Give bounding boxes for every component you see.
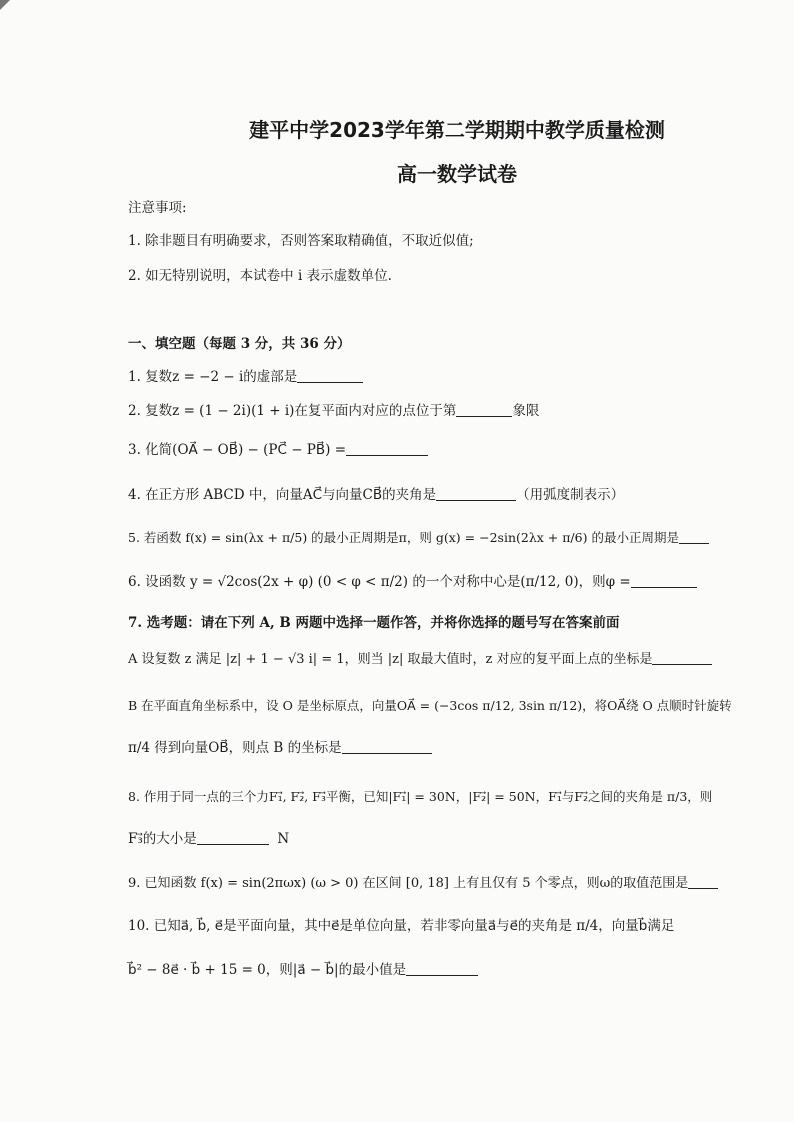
answer-blank bbox=[342, 739, 432, 754]
question-6 bbox=[128, 572, 697, 592]
question-7: 7. 选考题：请在下列 A, B 两题中选择一题作答，并将你选择的题号写在答案前面 bbox=[128, 615, 620, 631]
question-9 bbox=[128, 874, 718, 894]
answer-blank bbox=[456, 402, 512, 417]
note-item-1: 1. 除非题目有明确要求，否则答案取精确值，不取近似值; bbox=[128, 233, 474, 249]
question-4-text: 4. 在正方形 ABCD 中，向量AC⃗与向量CB⃗的夹角是 bbox=[128, 487, 437, 503]
question-8-text: F₃⃗的大小是 bbox=[128, 831, 197, 847]
exam-subtitle: 高一数学试卷 bbox=[397, 162, 517, 186]
question-5-text: 5. 若函数 f(x) = sin(λx + π/5) 的最小正周期是π，则 g(x) = −2sin(2λx + π/6) 的最小正周期是 bbox=[128, 530, 679, 545]
scan-corner-mark bbox=[0, 0, 10, 10]
question-9-text: 9. 已知函数 f(x) = sin(2πωx) (ω > 0) 在区间 [0, 18] 上有且仅有 5 个零点，则ω的取值范围是 bbox=[128, 876, 689, 891]
answer-blank bbox=[197, 830, 269, 845]
question-7b-line1: B 在平面直角坐标系中，设 O 是坐标原点，向量OA⃗ = (−3cos π/12, 3sin π/12)，将OA⃗绕 O 点顺时针旋转 bbox=[128, 698, 732, 713]
answer-blank bbox=[652, 650, 712, 665]
question-8-unit: N bbox=[277, 831, 290, 847]
question-10-text: b⃗² − 8e⃗ · b⃗ + 15 = 0，则|a⃗ − b⃗|的最小值是 bbox=[128, 962, 407, 978]
answer-blank bbox=[436, 486, 516, 501]
question-7a-text: A 设复数 z 满足 |z| + 1 − √3 i| = 1，则当 |z| 取最大值时，z 对应的复平面上点的坐标是 bbox=[128, 652, 653, 667]
section-heading: 一、填空题（每题 3 分，共 36 分） bbox=[128, 336, 351, 352]
question-6-text: 6. 设函数 y = √2cos(2x + φ) (0 < φ < π/2) 的一个对称中心是(π/12, 0)，则φ = bbox=[128, 574, 631, 590]
question-10-line1: 10. 已知a⃗, b⃗, e⃗是平面向量，其中e⃗是单位向量，若非零向量a⃗与e⃗的夹角是 π/4，向量b⃗满足 bbox=[128, 918, 675, 934]
question-7b-line2 bbox=[128, 738, 432, 758]
question-3 bbox=[128, 440, 428, 460]
question-7b-text: π/4 得到向量OB⃗，则点 B 的坐标是 bbox=[128, 740, 342, 756]
question-4 bbox=[128, 485, 624, 505]
notes-heading: 注意事项: bbox=[128, 200, 187, 216]
question-8-line1: 8. 作用于同一点的三个力F₁⃗, F₂⃗, F₃⃗平衡，已知|F₁⃗| = 30N，|F₂⃗| = 50N，F₁⃗与F₂⃗之间的夹角是 π/3，则 bbox=[128, 789, 713, 804]
question-10-line2 bbox=[128, 960, 478, 980]
question-1-text: 1. 复数z = −2 − i的虚部是 bbox=[128, 369, 298, 385]
question-3-text: 3. 化简(OA⃗ − OB⃗) − (PC⃗ − PB⃗) = bbox=[128, 442, 347, 458]
question-4-suffix: （用弧度制表示） bbox=[516, 487, 625, 503]
answer-blank bbox=[346, 441, 428, 456]
answer-blank bbox=[297, 368, 363, 383]
question-2-suffix: 象限 bbox=[512, 403, 540, 419]
question-1 bbox=[128, 367, 363, 387]
answer-blank bbox=[688, 874, 718, 889]
question-7a bbox=[128, 650, 712, 670]
answer-blank bbox=[679, 529, 709, 544]
answer-blank bbox=[406, 961, 478, 976]
exam-title: 建平中学2023学年第二学期期中教学质量检测 bbox=[249, 118, 665, 142]
question-5 bbox=[128, 528, 709, 548]
note-item-2: 2. 如无特别说明，本试卷中 i 表示虚数单位. bbox=[128, 268, 392, 284]
question-2-text: 2. 复数z = (1 − 2i)(1 + i)在复平面内对应的点位于第 bbox=[128, 403, 457, 419]
question-2 bbox=[128, 401, 539, 421]
question-8-line2 bbox=[128, 829, 289, 849]
answer-blank bbox=[631, 573, 697, 588]
